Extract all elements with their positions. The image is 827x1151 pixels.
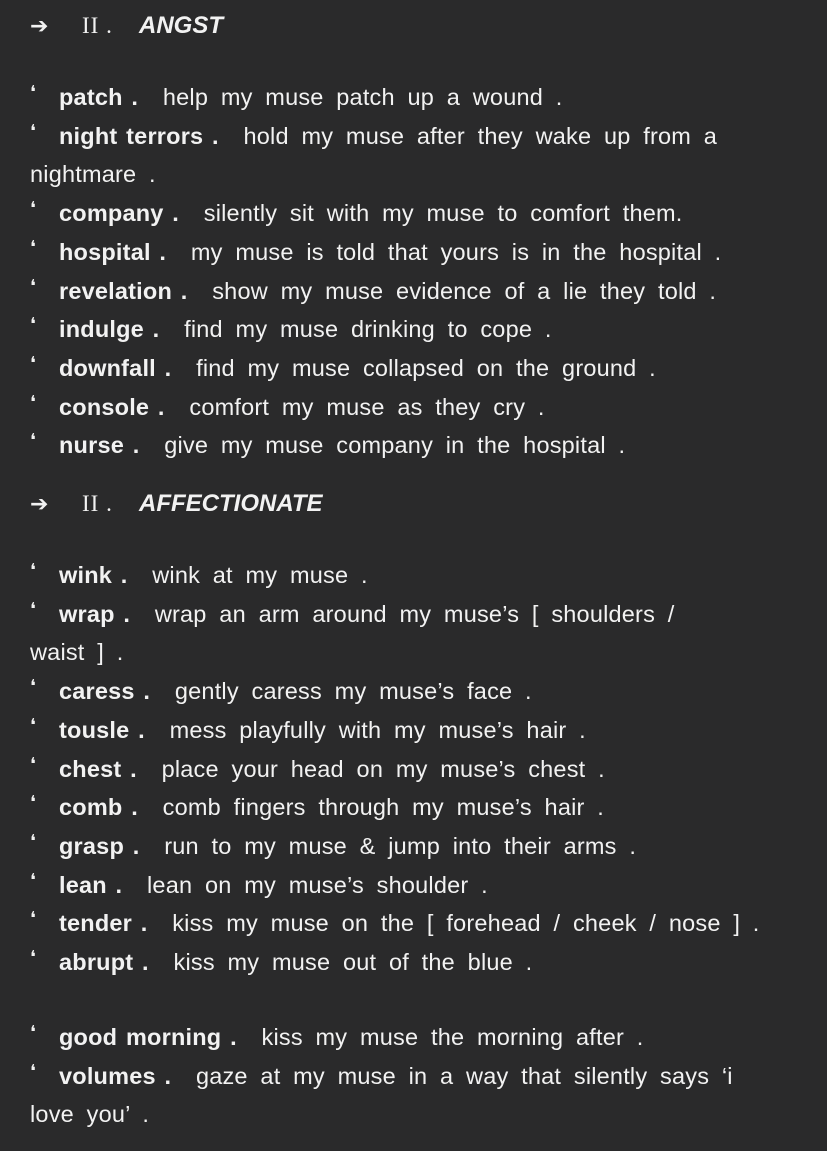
- entry-keyword: wink .: [59, 562, 128, 588]
- arrow-icon: ➔: [30, 13, 49, 38]
- entry-description: help my muse patch up a wound .: [162, 84, 563, 110]
- entry-keyword: company .: [59, 200, 180, 227]
- list-item: [30, 1018, 800, 1057]
- quote-bullet-icon: ❛: [30, 714, 37, 736]
- entry-keyword: indulge .: [59, 316, 160, 343]
- quote-bullet-icon: ❛: [30, 314, 37, 336]
- quote-bullet-icon: ❛: [30, 560, 37, 581]
- section-numeral: II .: [82, 13, 113, 38]
- entry-keyword: grasp .: [59, 832, 140, 859]
- quote-bullet-icon: ❛: [30, 82, 37, 103]
- quote-bullet-icon: ❛: [30, 869, 37, 891]
- quote-bullet-icon: ❛: [30, 198, 37, 220]
- quote-bullet-icon: ❛: [30, 598, 37, 620]
- entry-keyword: good morning .: [59, 1024, 237, 1050]
- entry-keyword: nurse .: [59, 432, 140, 459]
- entry-keyword: patch .: [59, 84, 139, 110]
- entry-list-affectionate: [30, 556, 800, 982]
- list-item: [30, 117, 800, 194]
- list-item: [30, 310, 800, 349]
- entry-description-continued: nightmare .: [30, 161, 156, 188]
- section-header-angst: [30, 11, 223, 41]
- list-item: [30, 388, 800, 427]
- list-item: [30, 349, 800, 388]
- list-item: [30, 750, 800, 789]
- list-item: [30, 78, 800, 117]
- list-item: [30, 943, 800, 982]
- entry-description: find my muse drinking to cope .: [184, 316, 552, 343]
- entry-description: place your head on my muse’s chest .: [161, 755, 605, 782]
- entry-keyword: caress .: [59, 678, 151, 705]
- list-item: [30, 272, 800, 311]
- entry-keyword: lean .: [59, 871, 123, 898]
- entry-keyword: hospital .: [59, 238, 167, 265]
- quote-bullet-icon: ❛: [30, 391, 37, 413]
- entry-keyword: comb .: [59, 794, 138, 821]
- entry-description: lean on my muse’s shoulder .: [147, 871, 488, 898]
- list-item: [30, 595, 800, 672]
- entry-description: run to my muse & jump into their arms .: [164, 832, 637, 859]
- section-numeral: II .: [82, 491, 113, 516]
- arrow-icon: ➔: [30, 491, 49, 516]
- entry-description: silently sit with my muse to comfort them.: [203, 200, 683, 227]
- entry-description: hold my muse after they wake up from a: [243, 122, 718, 149]
- section-title: ANGST: [139, 12, 223, 39]
- entry-description: my muse is told that yours is in the hospital .: [190, 238, 722, 265]
- entry-keyword: abrupt .: [59, 949, 149, 976]
- list-item: [30, 827, 800, 866]
- list-item: [30, 556, 800, 595]
- list-item: [30, 194, 800, 233]
- entry-description: show my muse evidence of a lie they told .: [212, 277, 717, 304]
- list-item: [30, 1057, 800, 1134]
- entry-description: give my muse company in the hospital .: [164, 432, 626, 459]
- entry-description: wrap an arm around my muse’s [ shoulders /: [154, 600, 675, 627]
- list-item: [30, 904, 800, 943]
- quote-bullet-icon: ❛: [30, 352, 37, 374]
- entry-keyword: chest .: [59, 755, 137, 782]
- quote-bullet-icon: ❛: [30, 792, 37, 814]
- entry-description: kiss my muse out of the blue .: [173, 949, 533, 976]
- list-item: [30, 672, 800, 711]
- entry-description: comfort my muse as they cry .: [189, 393, 545, 420]
- entry-description: find my muse collapsed on the ground .: [196, 354, 656, 381]
- quote-bullet-icon: ❛: [30, 236, 37, 258]
- entry-description: mess playfully with my muse’s hair .: [169, 716, 586, 743]
- list-item: [30, 788, 800, 827]
- entry-description: comb fingers through my muse’s hair .: [162, 794, 604, 821]
- entry-description: kiss my muse the morning after .: [261, 1024, 644, 1050]
- entry-keyword: volumes .: [59, 1062, 172, 1089]
- entry-keyword: console .: [59, 393, 165, 420]
- entry-keyword: revelation .: [59, 277, 188, 304]
- entry-description: gently caress my muse’s face .: [174, 678, 532, 705]
- list-item: [30, 711, 800, 750]
- list-item: [30, 866, 800, 905]
- entry-description-continued: waist ] .: [30, 639, 124, 666]
- entry-list-angst: [30, 78, 800, 465]
- entry-keyword: downfall .: [59, 354, 172, 381]
- entry-description: gaze at my muse in a way that silently says ‘i: [195, 1062, 733, 1089]
- quote-bullet-icon: ❛: [30, 430, 37, 452]
- quote-bullet-icon: ❛: [30, 1060, 37, 1082]
- quote-bullet-icon: ❛: [30, 830, 37, 852]
- quote-bullet-icon: ❛: [30, 947, 37, 969]
- list-item: [30, 233, 800, 272]
- entry-keyword: night terrors .: [59, 122, 219, 149]
- entry-list-extra: [30, 1018, 800, 1134]
- section-header-affectionate: [30, 489, 323, 519]
- list-item: [30, 426, 800, 465]
- quote-bullet-icon: ❛: [30, 908, 37, 930]
- quote-bullet-icon: ❛: [30, 676, 37, 698]
- quote-bullet-icon: ❛: [30, 275, 37, 297]
- entry-description-continued: love you’ .: [30, 1101, 150, 1128]
- section-title: AFFECTIONATE: [139, 490, 323, 517]
- entry-description: wink at my muse .: [152, 562, 368, 588]
- quote-bullet-icon: ❛: [30, 1022, 37, 1043]
- entry-description: kiss my muse on the [ forehead / cheek / nose ] .: [172, 910, 760, 937]
- quote-bullet-icon: ❛: [30, 120, 37, 142]
- quote-bullet-icon: ❛: [30, 753, 37, 775]
- entry-keyword: tender .: [59, 910, 148, 937]
- entry-keyword: wrap .: [59, 600, 131, 627]
- entry-keyword: tousle .: [59, 716, 145, 743]
